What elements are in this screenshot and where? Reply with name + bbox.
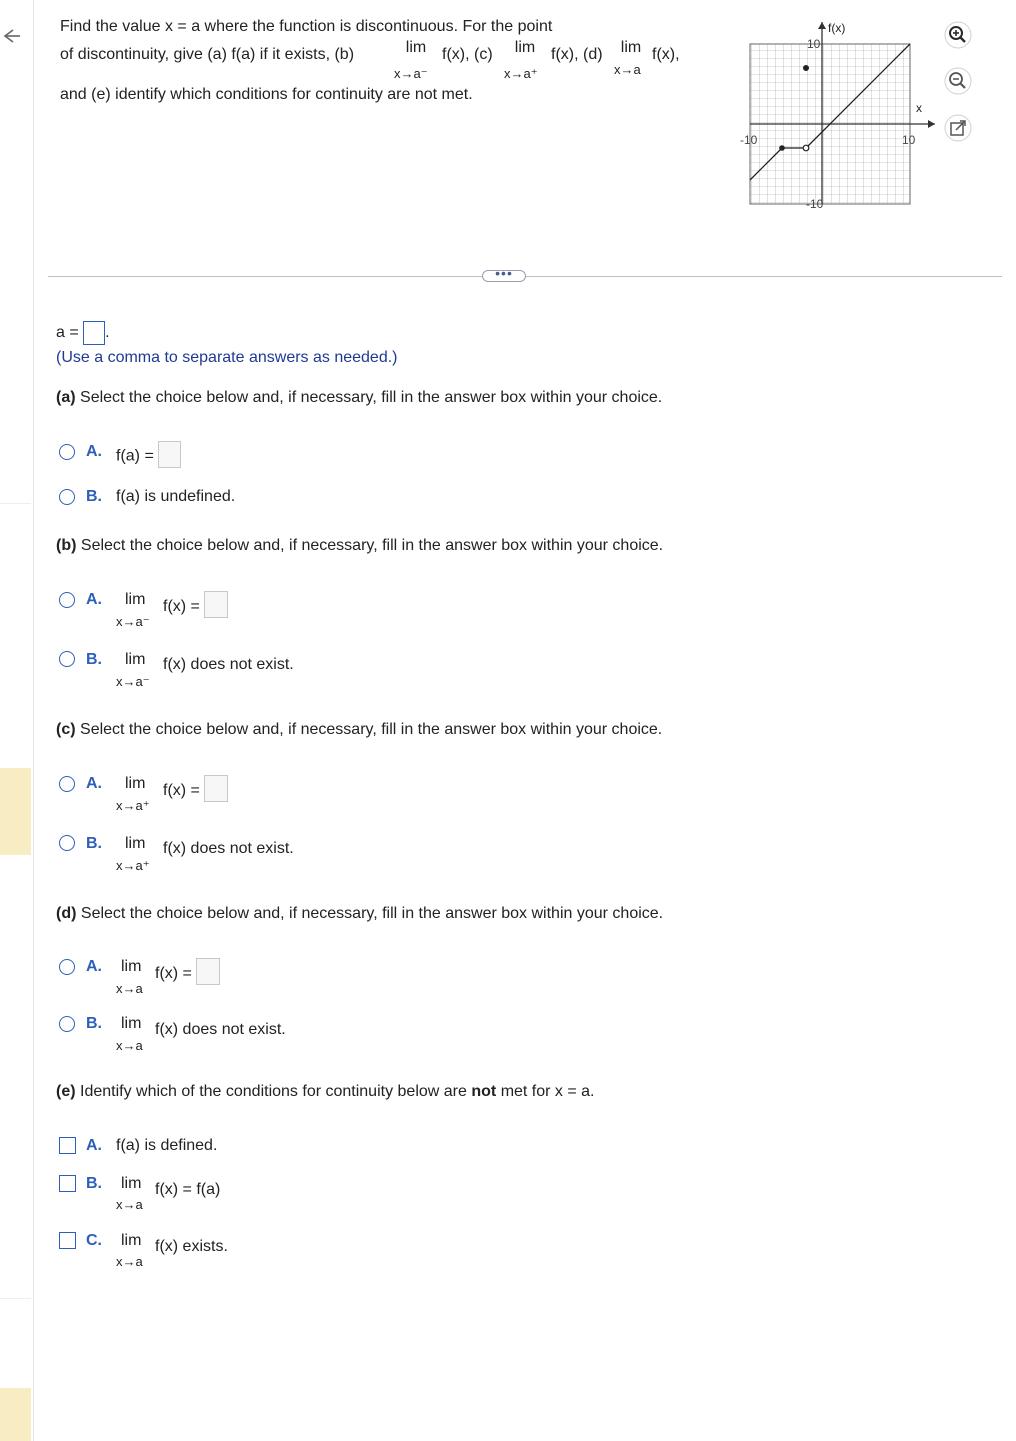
a-answer-row: a = . — [56, 321, 110, 345]
closed-point — [779, 145, 785, 151]
y-tick-10: 10 — [807, 37, 821, 51]
part-e-option-a: f(a) is defined. — [116, 1137, 218, 1154]
part-e-option-b-letter: B. — [86, 1175, 102, 1192]
part-d-option-a-letter: A. — [86, 958, 102, 975]
part-b-option-a-radio[interactable] — [59, 592, 75, 608]
question-b-tail: f(x), (c) — [442, 46, 493, 63]
y-axis-label: f(x) — [828, 21, 846, 35]
part-c-prompt: (c) Select the choice below and, if necessary, fill in the answer box within your choice. — [56, 721, 663, 738]
part-e-option-b-lim: lim — [121, 1175, 142, 1192]
part-b-option-a-sub: x→a⁻ — [116, 614, 150, 629]
part-a-prompt: (a) Select the choice below and, if necessary, fill in the answer box within your choice. — [56, 389, 663, 406]
part-d-option-b-sub: x→a — [116, 1038, 143, 1053]
question-line-3: and (e) identify which conditions for continuity are not met. — [60, 86, 473, 103]
x-axis-arrow — [928, 120, 935, 128]
limit-left-sub: x→a⁻ — [394, 66, 428, 81]
part-b-option-a: f(x) = — [163, 596, 228, 618]
part-e-option-c-checkbox[interactable] — [59, 1232, 76, 1249]
part-c-option-a-radio[interactable] — [59, 776, 75, 792]
part-c-option-b-sub: x→a⁺ — [116, 858, 150, 873]
external-link-icon[interactable] — [944, 114, 972, 142]
part-e-prompt: (e) Identify which of the conditions for continuity below are not met for x = a. — [56, 1083, 595, 1100]
part-c-option-a: f(x) = — [163, 780, 228, 802]
part-a-option-a: f(a) = — [116, 445, 181, 468]
part-d-option-a-radio[interactable] — [59, 959, 75, 975]
part-b-option-b-lim: lim — [125, 651, 146, 668]
part-a-option-b-letter: B. — [86, 488, 102, 505]
part-c-option-a-lim: lim — [125, 775, 146, 792]
question-c-tail: f(x), (d) — [551, 46, 603, 63]
question-d-tail: f(x), — [652, 46, 680, 63]
part-c-option-b: f(x) does not exist. — [163, 840, 294, 857]
part-c-option-b-letter: B. — [86, 835, 102, 852]
part-c-option-b-lim: lim — [125, 835, 146, 852]
part-a-option-b: f(a) is undefined. — [116, 488, 236, 505]
part-d-option-a: f(x) = — [155, 963, 220, 985]
left-sidebar — [0, 0, 34, 1441]
sidebar-divider — [0, 1298, 31, 1299]
expand-more-button[interactable]: ••• — [482, 270, 526, 282]
part-d-option-b-lim: lim — [121, 1015, 142, 1032]
part-a-option-b-radio[interactable] — [59, 489, 75, 505]
x-tick-neg10: -10 — [740, 133, 758, 147]
part-e-option-a-checkbox[interactable] — [59, 1137, 76, 1154]
part-e-option-b-checkbox[interactable] — [59, 1175, 76, 1192]
x-axis-label: x — [916, 101, 922, 115]
part-e-option-b-sub: x→a — [116, 1197, 143, 1212]
limit-left-notation: lim — [405, 39, 427, 56]
part-b-option-b-letter: B. — [86, 651, 102, 668]
part-e-option-c: f(x) exists. — [155, 1238, 228, 1255]
part-b-option-a-letter: A. — [86, 591, 102, 608]
part-d-option-a-sub: x→a — [116, 981, 143, 996]
sidebar-divider — [0, 503, 31, 504]
part-a-option-a-radio[interactable] — [59, 444, 75, 460]
question-line-1: Find the value x = a where the function is discontinuous. For the point — [60, 18, 553, 35]
open-point — [803, 145, 809, 151]
a-label: a = — [56, 324, 79, 342]
part-e-option-b: f(x) = f(a) — [155, 1181, 221, 1198]
part-b-answer-box[interactable] — [204, 591, 228, 618]
part-b-option-b: f(x) does not exist. — [163, 656, 294, 673]
zoom-in-icon[interactable] — [944, 21, 972, 49]
sidebar-highlight — [0, 1388, 31, 1441]
function-graph — [735, 18, 940, 213]
limit-both-sub: x→a — [614, 62, 641, 77]
part-a-option-a-letter: A. — [86, 443, 102, 460]
part-d-answer-box[interactable] — [196, 958, 220, 985]
y-tick-neg10: -10 — [806, 197, 824, 211]
x-tick-10: 10 — [902, 133, 916, 147]
a-answer-box[interactable] — [83, 321, 105, 345]
part-d-option-b-radio[interactable] — [59, 1016, 75, 1032]
part-d-option-a-lim: lim — [121, 958, 142, 975]
part-c-option-b-radio[interactable] — [59, 835, 75, 851]
part-e-option-c-letter: C. — [86, 1232, 102, 1249]
part-b-option-a-lim: lim — [125, 591, 146, 608]
question-line-2-start: of discontinuity, give (a) f(a) if it exists, (b) — [60, 46, 355, 63]
part-e-option-c-sub: x→a — [116, 1254, 143, 1269]
isolated-point — [803, 65, 809, 71]
part-b-option-b-sub: x→a⁻ — [116, 674, 150, 689]
part-d-option-b: f(x) does not exist. — [155, 1021, 286, 1038]
limit-right-sub: x→a⁺ — [504, 66, 538, 81]
part-a-answer-box[interactable] — [158, 441, 181, 468]
part-e-option-c-lim: lim — [121, 1232, 142, 1249]
zoom-out-icon[interactable] — [944, 67, 972, 95]
limit-both-notation: lim — [620, 39, 642, 56]
y-axis-arrow — [818, 22, 826, 29]
part-e-option-a-letter: A. — [86, 1137, 102, 1154]
part-c-option-a-letter: A. — [86, 775, 102, 792]
back-arrow-icon[interactable] — [0, 26, 20, 46]
part-b-prompt: (b) Select the choice below and, if necessary, fill in the answer box within your choice. — [56, 537, 664, 554]
part-d-prompt: (d) Select the choice below and, if necessary, fill in the answer box within your choice. — [56, 905, 664, 922]
limit-right-notation: lim — [514, 39, 536, 56]
part-b-option-b-radio[interactable] — [59, 651, 75, 667]
part-c-answer-box[interactable] — [204, 775, 228, 802]
part-d-option-b-letter: B. — [86, 1015, 102, 1032]
sidebar-highlight — [0, 768, 31, 855]
part-c-option-a-sub: x→a⁺ — [116, 798, 150, 813]
a-note: (Use a comma to separate answers as needed.) — [56, 349, 398, 366]
